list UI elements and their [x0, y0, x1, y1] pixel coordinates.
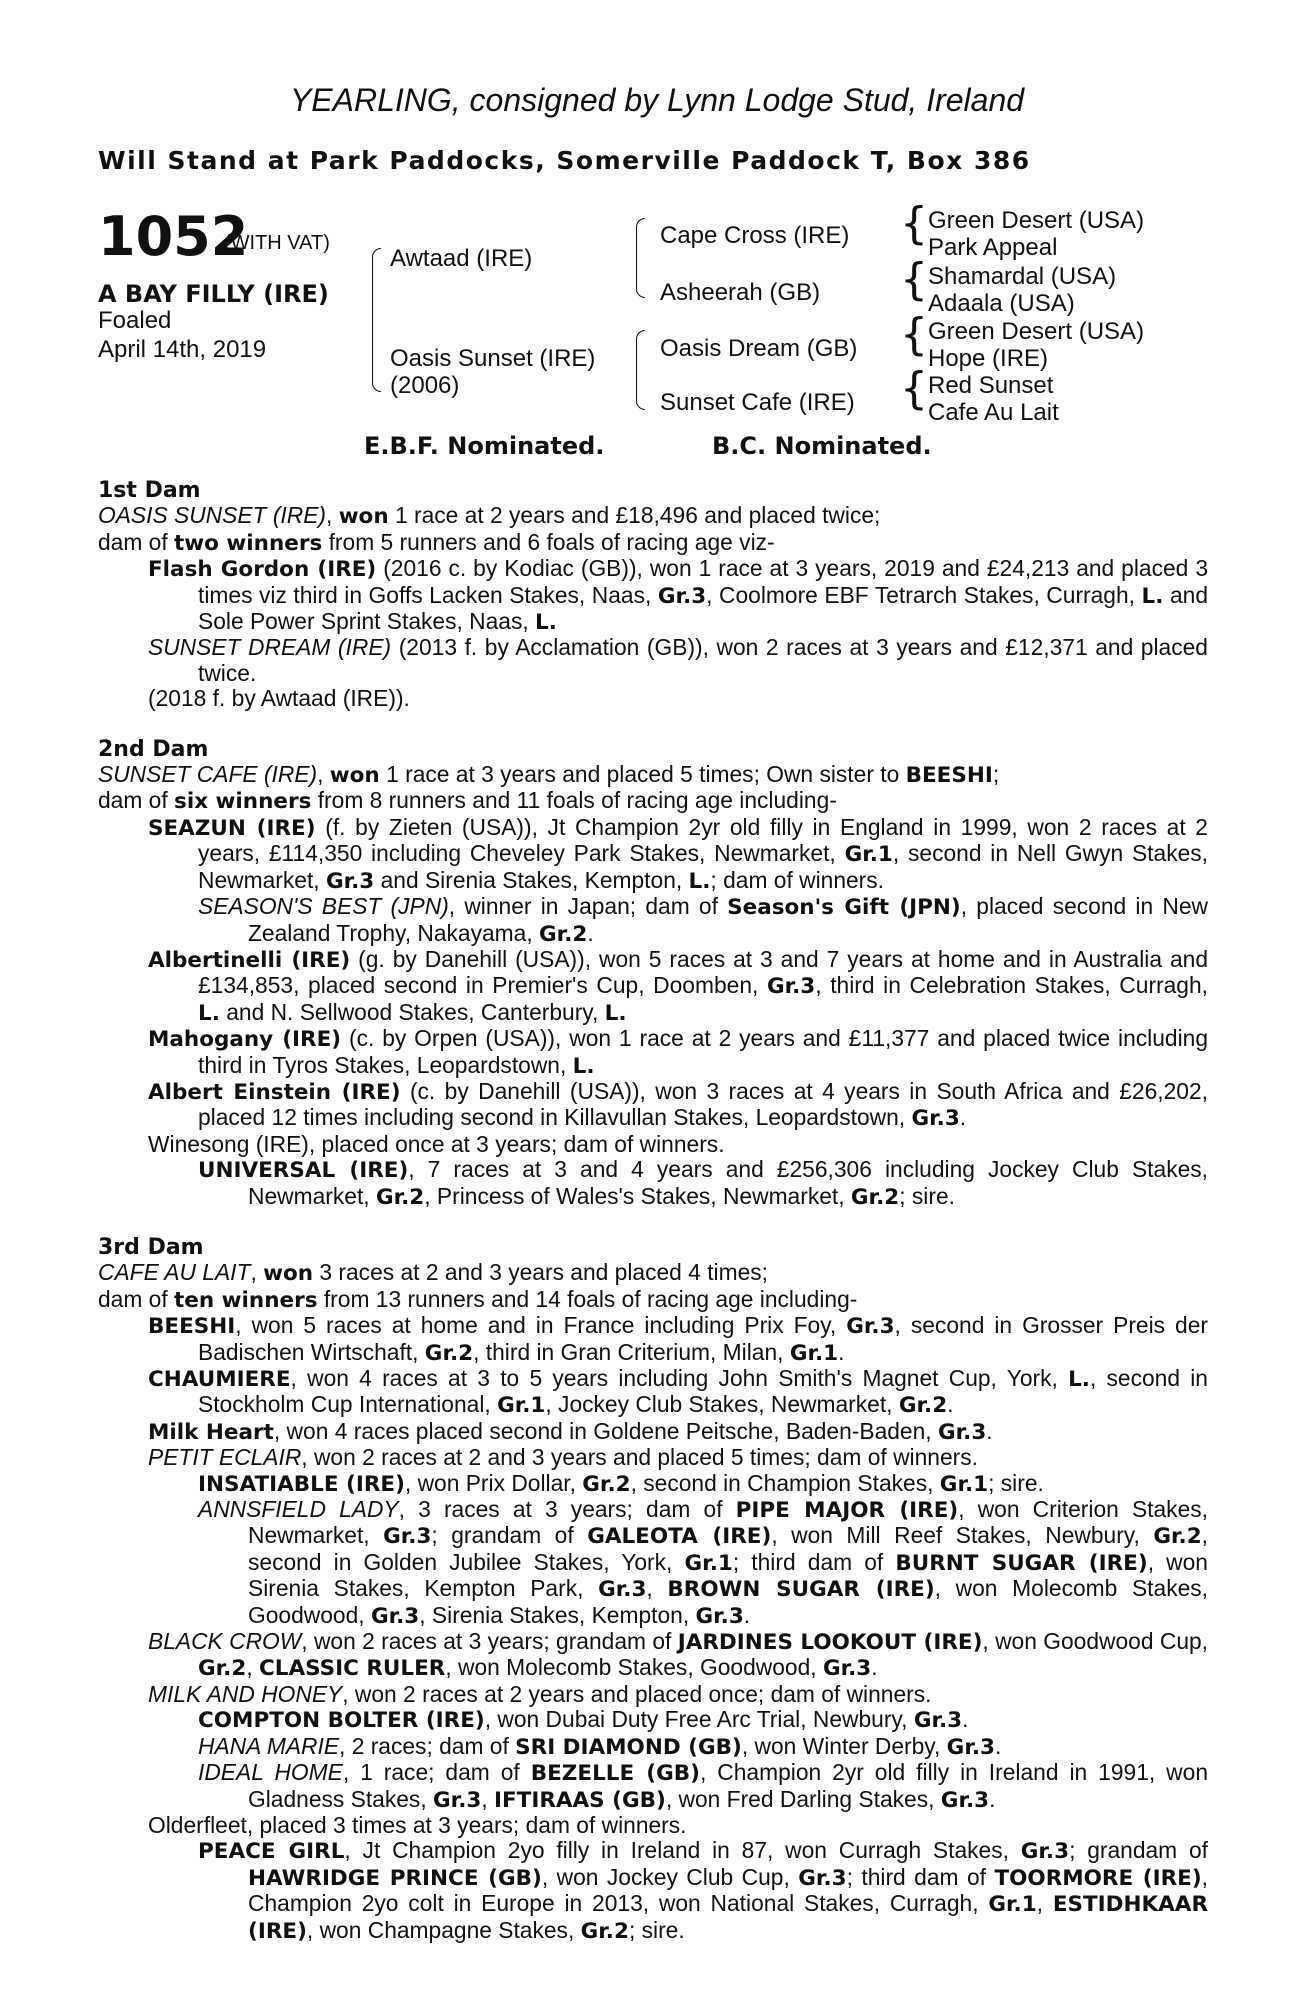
- first-dam-heading: 1st Dam: [98, 478, 201, 503]
- dam-dam: Sunset Cafe (IRE): [660, 389, 855, 416]
- dam-sire-sire: Green Desert (USA): [928, 318, 1145, 345]
- sire-dam-dam: Adaala (USA): [928, 290, 1075, 317]
- list-item: Albert Einstein (IRE) (c. by Danehill (USA)), won 3 races at 4 years in South Africa and £26,202, placed 12 times including second in Killavullan Stakes, Leopardstown, Gr.3.: [148, 1077, 1208, 1132]
- consignment-heading: YEARLING, consigned by Lynn Lodge Stud, Ireland: [289, 82, 1025, 118]
- vat-note: (WITH VAT): [224, 232, 330, 254]
- bc-nominated: B.C. Nominated.: [712, 432, 932, 460]
- dam-sire-dam: Hope (IRE): [928, 345, 1049, 372]
- foaled-info: [98, 306, 266, 364]
- dam-dam-dam: Cafe Au Lait: [928, 399, 1059, 426]
- list-item: BLACK CROW, won 2 races at 3 years; grandam of JARDINES LOOKOUT (IRE), won Goodwood Cup, Gr.2, CLASSIC RULER, won Molecomb Stakes, Goodwood, Gr.3.: [148, 1628, 1209, 1682]
- third-dam-text: CAFE AU LAIT, won 3 races at 2 and 3 years and placed 4 times; dam of ten winners from 13 runners and 14 foals of racing age including-: [98, 1259, 858, 1313]
- brace-ds: {: [900, 309, 928, 360]
- list-item: ANNSFIELD LADY, 3 races at 3 years; dam of PIPE MAJOR (IRE), won Criterion Stakes, Newmarket, Gr.3; grandam of GALEOTA (IRE), won Mill Reef Stakes, Newbury, Gr.2, second in Golden Jubilee Stakes, York, Gr.1; third dam of BURNT SUGAR (IRE), won Sirenia Stakes, Kempton Park, Gr.3, BROWN SUGAR (IRE), won Molecomb Stakes, Goodwood, Gr.3, Sirenia Stakes, Kempton, Gr.3.: [198, 1496, 1209, 1629]
- list-item: INSATIABLE (IRE), won Prix Dollar, Gr.2, second in Champion Stakes, Gr.1; sire.: [198, 1469, 1044, 1497]
- second-dam-heading: 2nd Dam: [98, 736, 209, 762]
- brace-sire: [636, 218, 645, 298]
- list-item: SEASON'S BEST (JPN), winner in Japan; dam of Season's Gift (JPN), placed second in New Zealand Trophy, Nakayama, Gr.2.: [198, 893, 1208, 947]
- list-item: MILK AND HONEY, won 2 races at 2 years and placed once; dam of winners.: [148, 1680, 932, 1707]
- stand-location: Will Stand at Park Paddocks, Somerville Paddock T, Box 386: [98, 146, 1031, 175]
- list-item: SUNSET DREAM (IRE) (2013 f. by Acclamation (GB)), won 2 races at 3 years and £12,371 and placed twice.: [148, 634, 1208, 686]
- list-item: CHAUMIERE, won 4 races at 3 to 5 years including John Smith's Magnet Cup, York, L., second in Stockholm Cup International, Gr.1, Jockey Club Stakes, Newmarket, Gr.2.: [148, 1365, 1208, 1419]
- sire-dam: Asheerah (GB): [660, 279, 821, 306]
- list-item: PETIT ECLAIR, won 2 races at 2 and 3 years and placed 5 times; dam of winners.: [148, 1444, 978, 1471]
- second-dam-text: SUNSET CAFE (IRE), won 1 race at 3 years and placed 5 times; Own sister to BEESHI; dam of six winners from 8 runners and 11 foals of racing age including-: [98, 761, 1000, 815]
- list-item: HANA MARIE, 2 races; dam of SRI DIAMOND (GB), won Winter Derby, Gr.3.: [198, 1732, 1002, 1760]
- brace-ss: {: [900, 198, 928, 249]
- list-item: Mahogany (IRE) (c. by Orpen (USA)), won 1 race at 2 years and £11,377 and placed twice including third in Tyros Stakes, Leopardstown, L.: [148, 1025, 1208, 1079]
- brace-sd: {: [900, 254, 928, 305]
- dam-dam-sire: Red Sunset: [928, 372, 1054, 399]
- list-item: Flash Gordon (IRE) (2016 c. by Kodiac (GB)), won 1 race at 3 years, 2019 and £24,213 and placed 3 times viz third in Goffs Lacken Stakes, Naas, Gr.3, Coolmore EBF Tetrarch Stakes, Curragh, L. and Sole Power Sprint Stakes, Naas, L.: [148, 555, 1208, 636]
- list-item: PEACE GIRL, Jt Champion 2yo filly in Ireland in 87, won Curragh Stakes, Gr.3; grandam of HAWRIDGE PRINCE (GB), won Jockey Club Cup, Gr.3; third dam of TOORMORE (IRE), Champion 2yo colt in Europe in 2013, won National Stakes, Curragh, Gr.1, ESTIDHKAAR (IRE), won Champagne Stakes, Gr.2; sire.: [198, 1837, 1209, 1944]
- catalogue-body: [98, 478, 1208, 1944]
- sire-dam-sire: Shamardal (USA): [928, 263, 1117, 290]
- dam: Oasis Sunset (IRE): [390, 345, 596, 372]
- list-item: UNIVERSAL (IRE), 7 races at 3 and 4 years and £256,306 including Jockey Club Stakes, Newmarket, Gr.2, Princess of Wales's Stakes, Newmarket, Gr.2; sire.: [198, 1156, 1208, 1210]
- foaled-date: April 14th, 2019: [98, 336, 267, 363]
- horse-name: A BAY FILLY (IRE): [98, 280, 329, 308]
- list-item: (2018 f. by Awtaad (IRE)).: [148, 685, 410, 712]
- list-item: COMPTON BOLTER (IRE), won Dubai Duty Free Arc Trial, Newbury, Gr.3.: [198, 1706, 969, 1734]
- brace-gen1: [372, 248, 381, 392]
- foaled-label: Foaled: [98, 307, 172, 334]
- first-dam-text: OASIS SUNSET (IRE), won 1 race at 2 years and £18,496 and placed twice; dam of two winners from 5 runners and 6 foals of racing age viz-: [98, 502, 881, 556]
- dam-sire: Oasis Dream (GB): [660, 335, 858, 362]
- brace-dam: [636, 330, 645, 410]
- list-item: Milk Heart, won 4 races placed second in Goldene Peitsche, Baden-Baden, Gr.3.: [148, 1417, 993, 1445]
- dam-year: (2006): [390, 372, 460, 399]
- list-item: SEAZUN (IRE) (f. by Zieten (USA)), Jt Champion 2yr old filly in England in 1999, won 2 races at 2 years, £114,350 including Cheveley Park Stakes, Newmarket, Gr.1, second in Nell Gwyn Stakes, Newmarket, Gr.3 and Sirenia Stakes, Kempton, L.; dam of winners.: [148, 813, 1209, 894]
- sire: Awtaad (IRE): [390, 245, 533, 272]
- sire-sire-sire: Green Desert (USA): [928, 207, 1145, 234]
- third-dam-heading: 3rd Dam: [98, 1234, 204, 1260]
- list-item: IDEAL HOME, 1 race; dam of BEZELLE (GB), Champion 2yr old filly in Ireland in 1991, won Gladness Stakes, Gr.3, IFTIRAAS (GB), won Fred Darling Stakes, Gr.3.: [198, 1759, 1209, 1813]
- lot-number: 1052: [98, 205, 249, 268]
- sire-sire: Cape Cross (IRE): [660, 222, 850, 249]
- list-item: Albertinelli (IRE) (g. by Danehill (USA)), won 5 races at 3 and 7 years at home and in Australia and £134,853, placed second in Premier's Cup, Doomben, Gr.3, third in Celebration Stakes, Curragh, L. and N. Sellwood Stakes, Canterbury, L.: [148, 945, 1209, 1026]
- list-item: Winesong (IRE), placed once at 3 years; dam of winners.: [148, 1130, 725, 1157]
- list-item: Olderfleet, placed 3 times at 3 years; dam of winners.: [148, 1811, 687, 1838]
- sire-sire-dam: Park Appeal: [928, 234, 1058, 261]
- brace-dd: {: [900, 363, 928, 414]
- list-item: BEESHI, won 5 races at home and in France including Prix Foy, Gr.3, second in Grosser Preis der Badischen Wirtschaft, Gr.2, third in Gran Criterium, Milan, Gr.1.: [148, 1312, 1208, 1366]
- ebf-nominated: E.B.F. Nominated.: [364, 432, 605, 460]
